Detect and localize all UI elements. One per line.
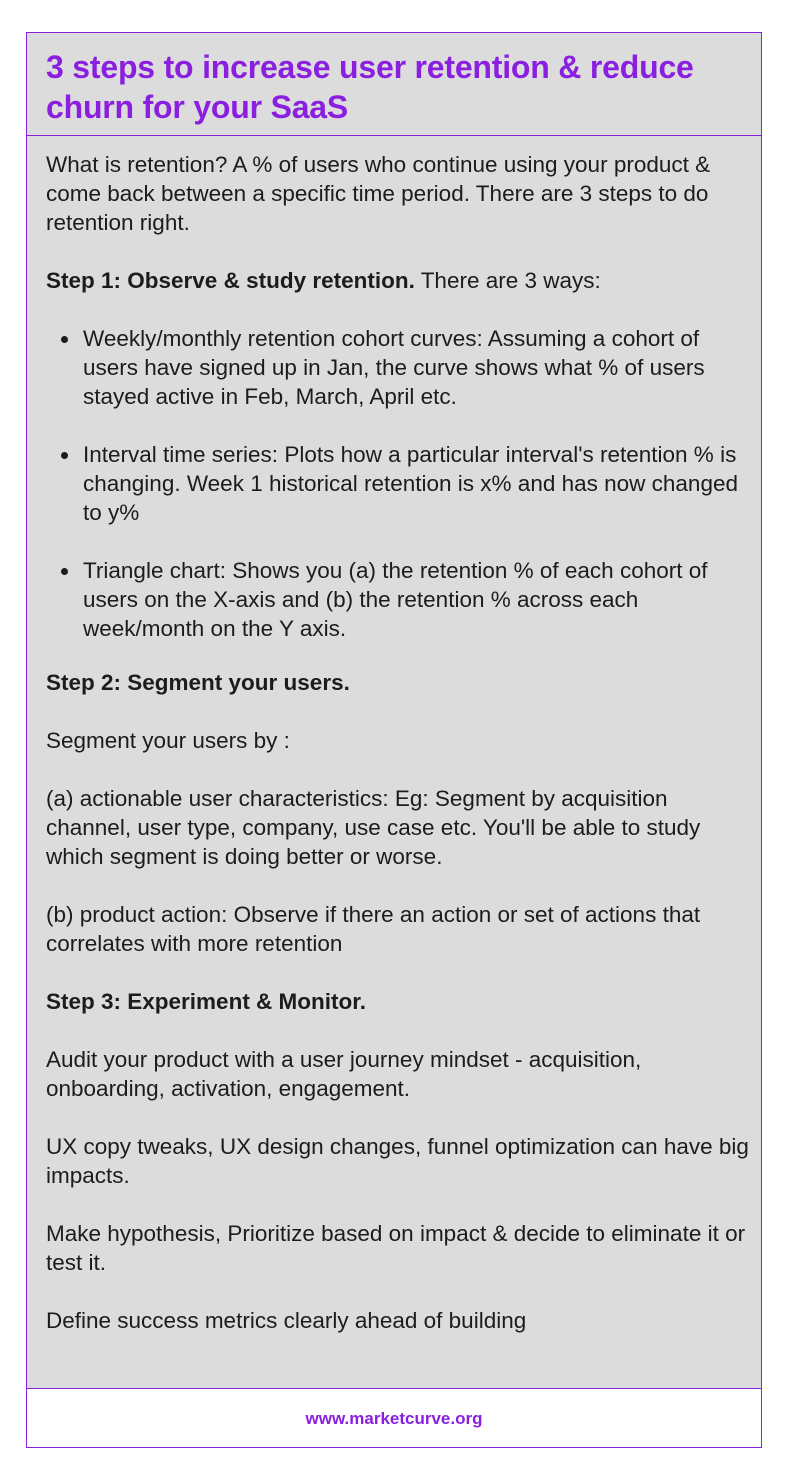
step2-paragraph: Segment your users by : xyxy=(46,728,290,753)
list-item: Interval time series: Plots how a particular interval's retention % is changing. Week 1 historical retention is x% and has now changed to y% xyxy=(83,440,758,527)
step3-paragraph: Define success metrics clearly ahead of building xyxy=(46,1308,527,1333)
footer xyxy=(27,1389,761,1447)
page-title: 3 steps to increase user retention & reduce churn for your SaaS xyxy=(46,49,694,125)
header xyxy=(27,33,761,136)
step1-heading xyxy=(46,266,758,295)
article-body xyxy=(27,136,761,1389)
step3-paragraph: Make hypothesis, Prioritize based on impact & decide to eliminate it or test it. xyxy=(46,1221,746,1275)
step2-paragraph: (a) actionable user characteristics: Eg: Segment by acquisition channel, user type, company, use case etc. You'll be able to study which segment is doing better or worse. xyxy=(46,786,701,869)
step3-paragraph: Audit your product with a user journey mindset - acquisition, onboarding, activation, engagement. xyxy=(46,1047,642,1101)
list-item: Weekly/monthly retention cohort curves: Assuming a cohort of users have signed up in Jan, the curve shows what % of users stayed active in Feb, March, April etc. xyxy=(83,324,758,411)
step3-paragraph: UX copy tweaks, UX design changes, funnel optimization can have big impacts. xyxy=(46,1134,749,1188)
step2-paragraph: (b) product action: Observe if there an action or set of actions that correlates with more retention xyxy=(46,902,701,956)
step1-list xyxy=(46,324,758,643)
step3-heading: Step 3: Experiment & Monitor. xyxy=(46,989,367,1014)
article-card xyxy=(26,32,762,1448)
step1-heading-rest: There are 3 ways: xyxy=(414,268,601,293)
step1-heading-bold: Step 1: Observe & study retention. xyxy=(46,268,415,293)
intro-paragraph: What is retention? A % of users who continue using your product & come back between a specific time period. There are 3 steps to do retention right. xyxy=(46,152,711,235)
step2-heading: Step 2: Segment your users. xyxy=(46,670,350,695)
website-link[interactable]: www.marketcurve.org xyxy=(305,1409,483,1428)
list-item: Triangle chart: Shows you (a) the retention % of each cohort of users on the X-axis and (b) the retention % across each week/month on the Y axis. xyxy=(83,556,758,643)
article-content xyxy=(46,150,758,1335)
